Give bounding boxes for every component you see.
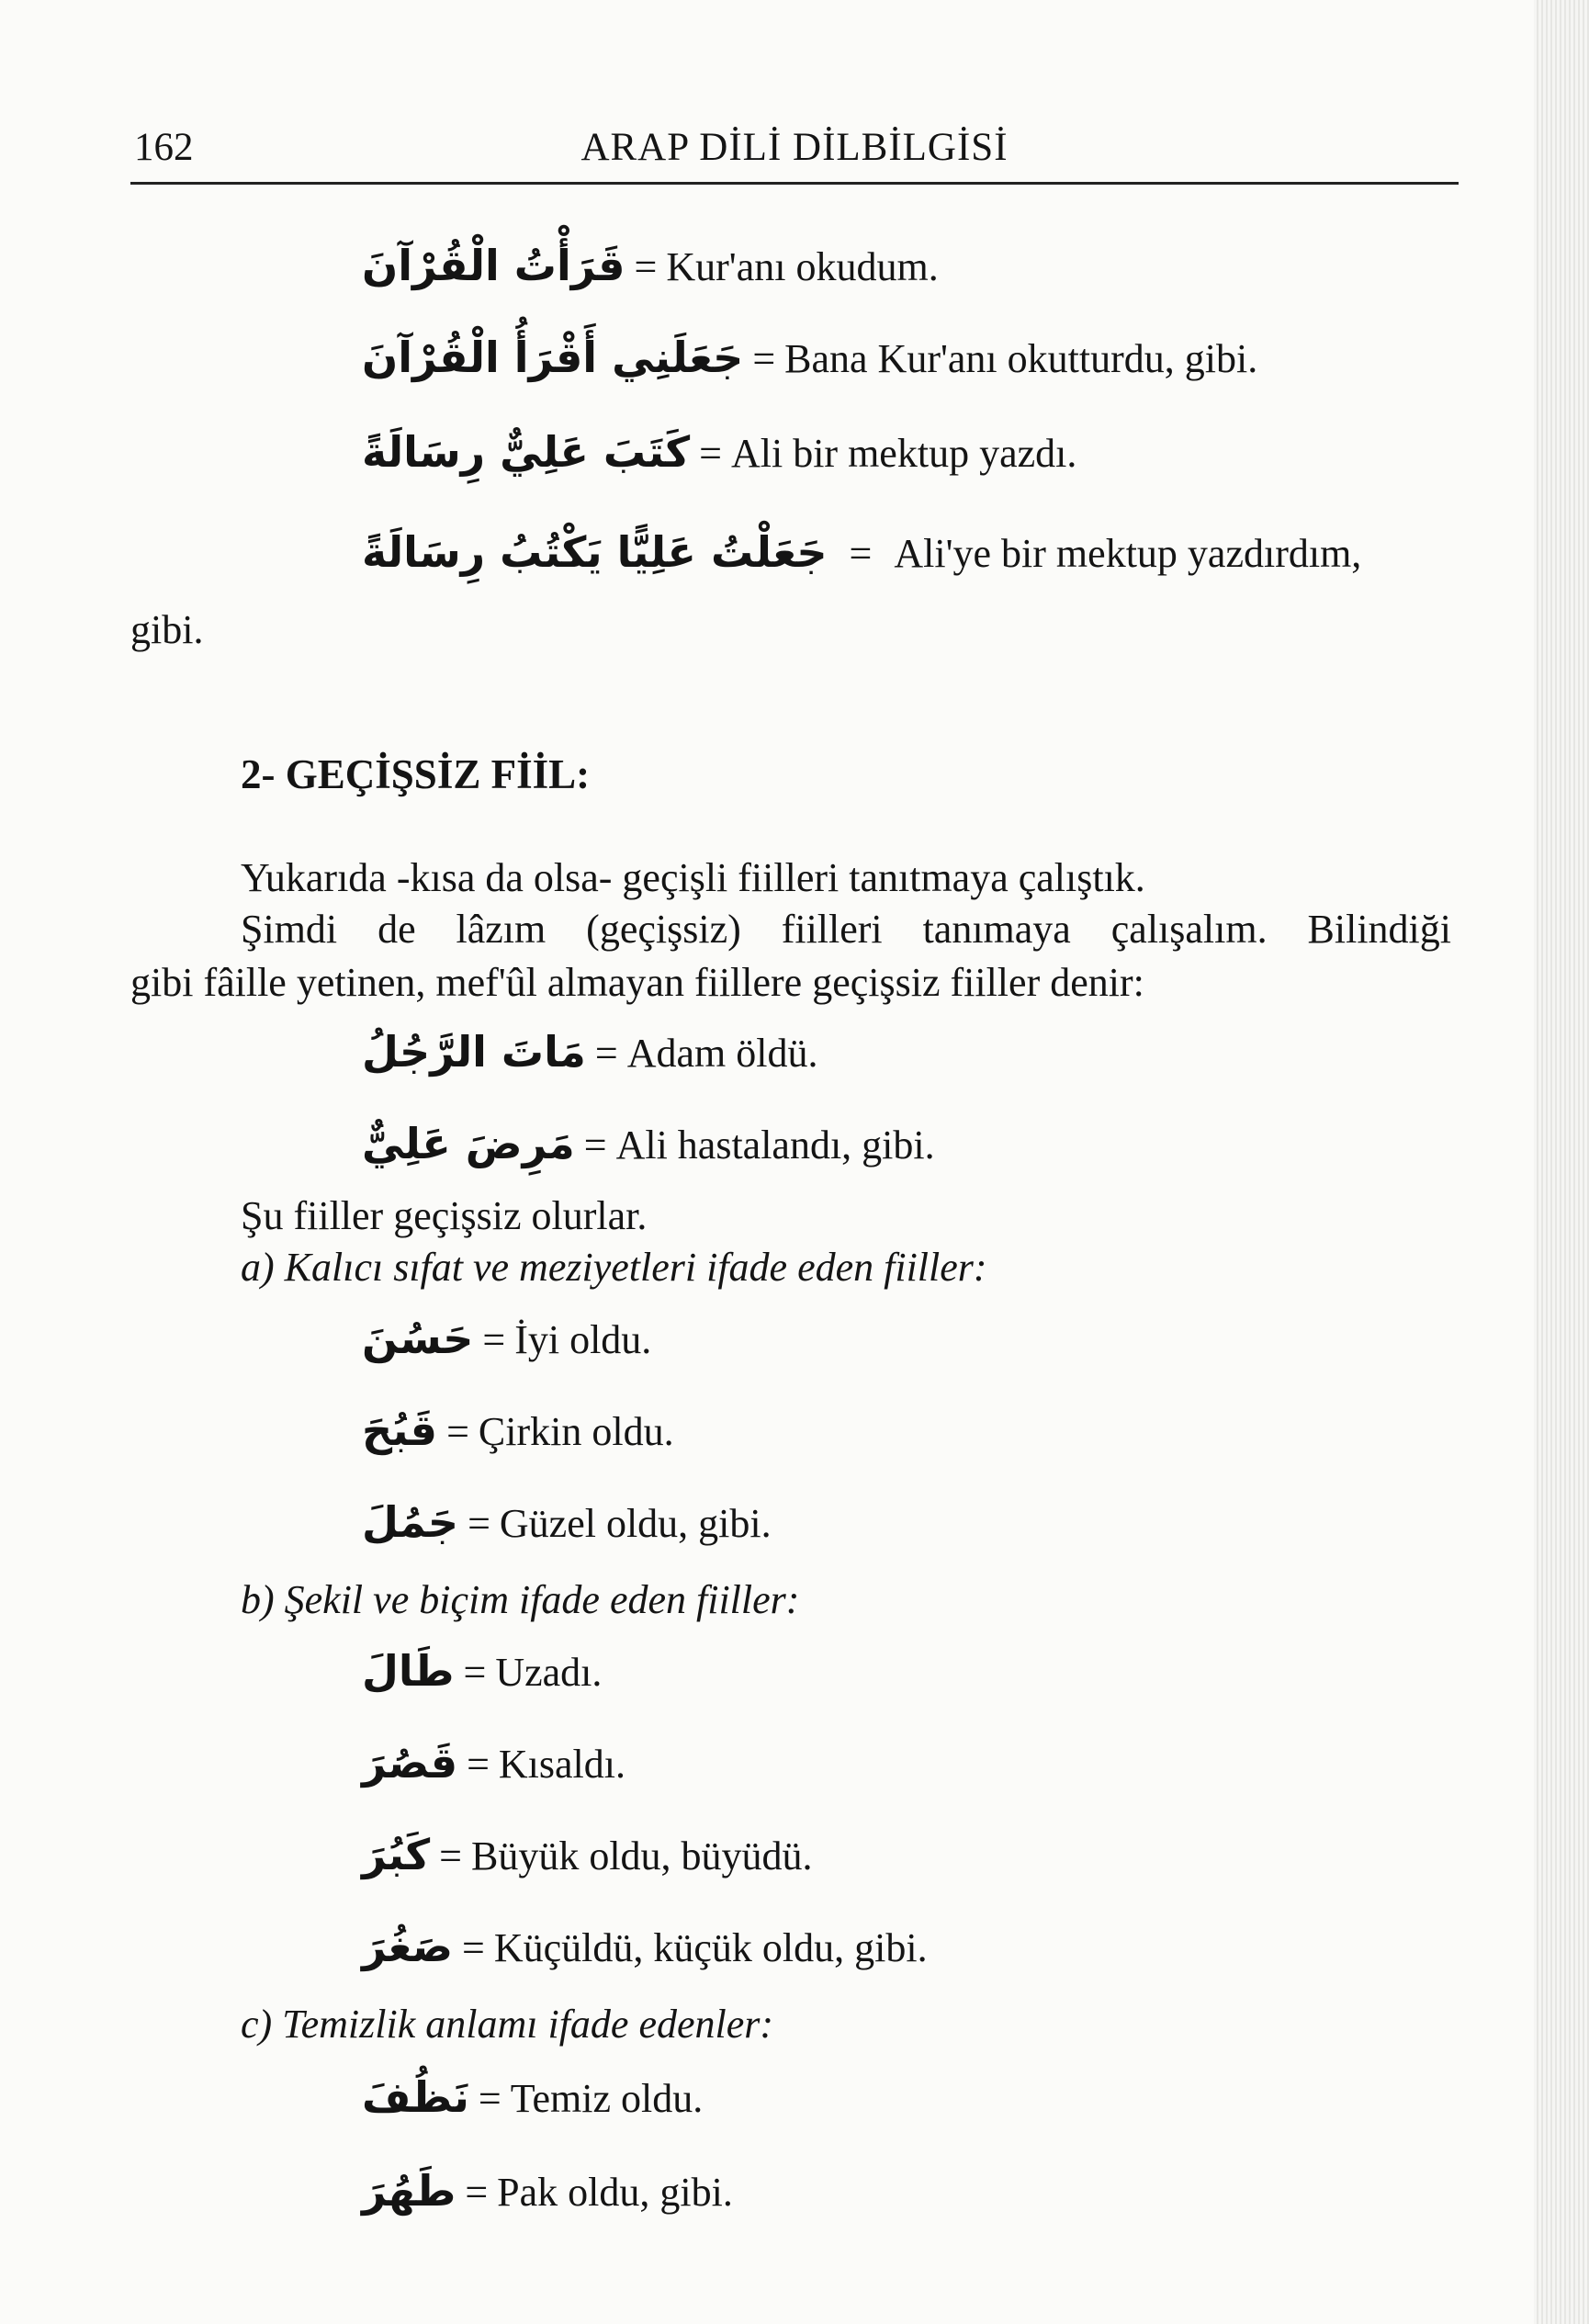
example-row xyxy=(362,1497,772,1549)
example-row xyxy=(362,1405,674,1457)
group-b-title: b) Şekil ve biçim ifade eden fiiller: xyxy=(241,1577,800,1622)
example-row xyxy=(362,333,1257,384)
example-row xyxy=(362,1119,935,1170)
equals-sign: = xyxy=(462,1925,485,1970)
arabic-phrase: قَرَأْتُ الْقُرْآنَ xyxy=(362,241,625,290)
paragraph-line: Şimdi de lâzım (geçişsiz) fiilleri tanımaya çalışalım. Bilindiği xyxy=(241,907,1451,952)
example-row xyxy=(362,2166,733,2217)
example-row xyxy=(362,527,1361,579)
arabic-word: حَسُنَ xyxy=(362,1314,474,1363)
arabic-word: كَبُرَ xyxy=(362,1830,431,1879)
page-edge-shading xyxy=(1534,0,1589,2324)
section-heading: 2- GEÇİŞSİZ FİİL: xyxy=(241,751,591,797)
equals-sign: = xyxy=(849,531,873,576)
translation: Uzadı. xyxy=(495,1650,603,1695)
translation: Adam öldü. xyxy=(626,1031,818,1076)
translation: İyi oldu. xyxy=(514,1317,652,1362)
group-c-title: c) Temizlik anlamı ifade edenler: xyxy=(241,2002,774,2047)
arabic-word: جَمُلَ xyxy=(362,1497,459,1547)
translation: Kısaldı. xyxy=(498,1742,625,1787)
arabic-word: قَصُرَ xyxy=(362,1738,458,1788)
equals-sign: = xyxy=(583,1123,607,1168)
arabic-phrase: مَرِضَ عَلِيٌّ xyxy=(362,1119,575,1168)
equals-sign: = xyxy=(468,1501,490,1546)
continuation-text: gibi. xyxy=(130,607,204,652)
translation: Ali bir mektup yazdı. xyxy=(730,431,1077,476)
arabic-phrase: كَتَبَ عَلِيٌّ رِسَالَةً xyxy=(362,427,691,477)
arabic-word: نَظُفَ xyxy=(362,2072,469,2122)
arabic-word: قَبُحَ xyxy=(362,1405,438,1455)
paragraph-line: Yukarıda -kısa da olsa- geçişli fiilleri tanıtmaya çalıştık. xyxy=(241,855,1145,900)
example-row xyxy=(362,1830,813,1881)
arabic-word: طَهُرَ xyxy=(362,2166,456,2216)
translation: Pak oldu, gibi. xyxy=(497,2170,733,2215)
translation: Ali hastalandı, gibi. xyxy=(615,1123,935,1168)
arabic-phrase: مَاتَ الرَّجُلُ xyxy=(362,1027,586,1077)
equals-sign: = xyxy=(699,431,722,476)
paragraph-line: gibi fâille yetinen, mef'ûl almayan fiillere geçişsiz fiiller denir: xyxy=(130,960,1144,1005)
page-number: 162 xyxy=(134,126,194,169)
equals-sign: = xyxy=(439,1833,462,1878)
equals-sign: = xyxy=(463,1650,487,1695)
group-a-title: a) Kalıcı sıfat ve meziyetleri ifade eden fiiller: xyxy=(241,1245,987,1290)
translation: Temiz oldu. xyxy=(510,2076,704,2121)
example-row xyxy=(362,1922,928,1973)
running-title: ARAP DİLİ DİLBİLGİSİ xyxy=(580,126,1009,169)
translation: Küçüldü, küçük oldu, gibi. xyxy=(493,1925,928,1970)
arabic-phrase: جَعَلَنِي أَقْرَأُ الْقُرْآنَ xyxy=(362,333,744,382)
equals-sign: = xyxy=(482,1317,506,1362)
translation: Büyük oldu, büyüdü. xyxy=(470,1833,813,1878)
example-row xyxy=(362,241,939,292)
equals-sign: = xyxy=(752,336,776,381)
equals-sign: = xyxy=(446,1409,469,1454)
example-row xyxy=(362,1646,602,1698)
translation: Ali'ye bir mektup yazdırdım, xyxy=(894,531,1362,576)
translation: Çirkin oldu. xyxy=(478,1409,674,1454)
equals-sign: = xyxy=(478,2076,501,2121)
equals-sign: = xyxy=(594,1031,618,1076)
example-row xyxy=(362,1314,651,1365)
arabic-word: صَغُرَ xyxy=(362,1922,454,1971)
translation: Güzel oldu, gibi. xyxy=(499,1501,772,1546)
page-header xyxy=(130,118,1459,185)
example-row xyxy=(362,1738,625,1789)
example-row xyxy=(362,2072,703,2124)
example-row xyxy=(362,427,1076,479)
equals-sign: = xyxy=(467,1742,490,1787)
translation: Kur'anı okudum. xyxy=(666,244,939,289)
intro-line: Şu fiiller geçişsiz olurlar. xyxy=(241,1193,648,1238)
arabic-phrase: جَعَلْتُ عَلِيًّا يَكْتُبُ رِسَالَةً xyxy=(362,527,828,577)
example-row xyxy=(362,1027,817,1078)
translation: Bana Kur'anı okutturdu, gibi. xyxy=(784,336,1258,381)
equals-sign: = xyxy=(465,2170,489,2215)
equals-sign: = xyxy=(634,244,658,289)
arabic-word: طَالَ xyxy=(362,1646,455,1696)
